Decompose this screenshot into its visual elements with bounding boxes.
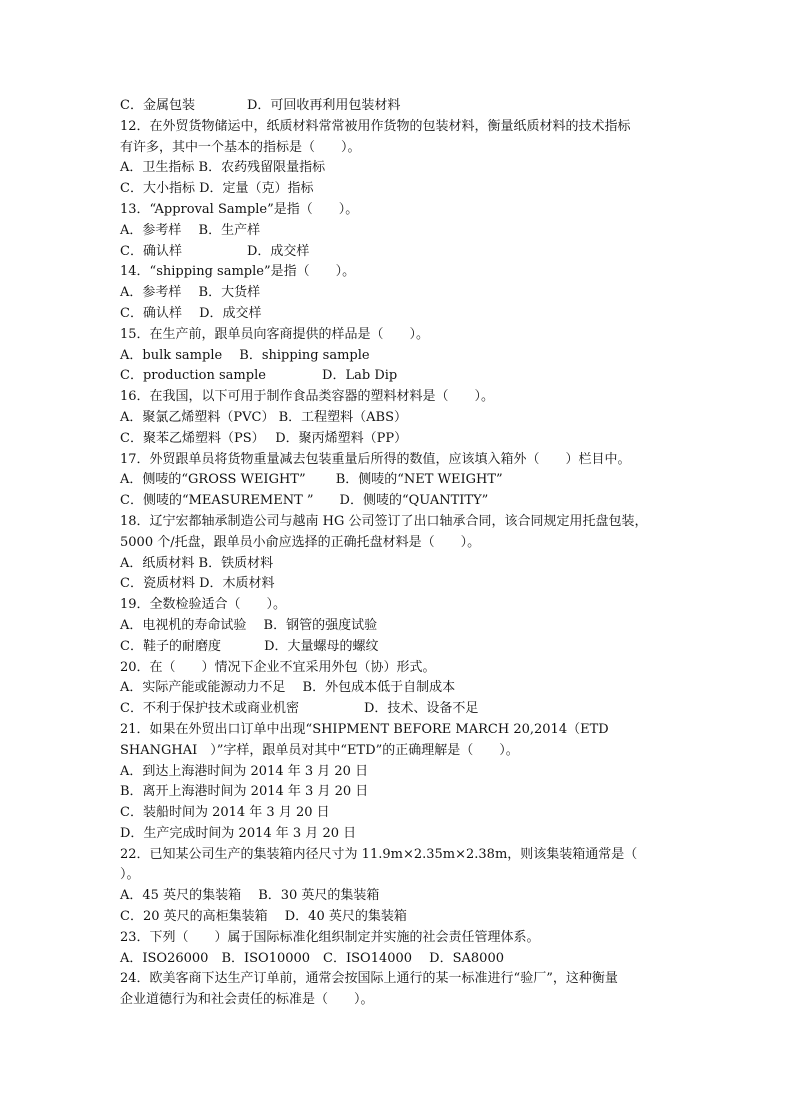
options-line: C．鞋子的耐磨度 D．大量螺母的螺纹 <box>120 638 379 654</box>
options-line: C．大小指标 D．定量（克）指标 <box>120 181 314 197</box>
options-line: A．到达上海港时间为 2014 年 3 月 20 日 <box>120 763 369 779</box>
options-line: C．确认样 D．成交样 <box>120 305 262 321</box>
options-line: A．ISO26000 B．ISO10000 C．ISO14000 D．SA8000 <box>120 950 504 966</box>
question-12-line-1: 12．在外贸货物储运中，纸质材料常常被用作货物的包装材料，衡量纸质材料的技术指标 <box>120 118 631 134</box>
options-line: B．离开上海港时间为 2014 年 3 月 20 日 <box>120 784 369 800</box>
text-line: C．金属包装 D．可回收再利用包装材料 <box>120 98 401 113</box>
question-24-line-2: 企业道德行为和社会责任的标准是（ ）。 <box>120 992 374 1008</box>
options-line: A．参考样 B．大货样 <box>120 285 261 301</box>
question-20: 20．在（ ）情况下企业不宜采用外包（协）形式。 <box>120 659 436 675</box>
options-line: C．不利于保护技术或商业机密 D．技术、设备不足 <box>120 701 479 717</box>
options-line: A．纸质材料 B．铁质材料 <box>120 555 274 571</box>
question-15: 15．在生产前，跟单员向客商提供的样品是（ ）。 <box>120 326 430 342</box>
question-18-line-1: 18．辽宁宏都轴承制造公司与越南 HG 公司签订了出口轴承合同，该合同规定用托盘包装， <box>120 513 648 529</box>
question-23: 23．下列（ ）属于国际标准化组织制定并实施的社会责任管理体系。 <box>120 929 540 945</box>
options-line: D．生产完成时间为 2014 年 3 月 20 日 <box>120 825 357 841</box>
options-line: C．瓷质材料 D．木质材料 <box>120 576 275 592</box>
options-line: C．侧唛的“MEASUREMENT ” D．侧唛的“QUANTITY” <box>120 493 489 509</box>
question-21-line-2: SHANGHAI ）”字样，跟单员对其中“ETD”的正确理解是（ ）。 <box>120 742 519 758</box>
options-line: C．production sample D．Lab Dip <box>120 368 398 384</box>
question-16: 16．在我国，以下可用于制作食品类容器的塑料材料是（ ）。 <box>120 389 495 405</box>
options-line: A．45 英尺的集装箱 B．30 英尺的集装箱 <box>120 888 380 904</box>
question-21-line-1: 21．如果在外贸出口订单中出现“SHIPMENT BEFORE MARCH 20,2014（ETD <box>120 721 609 737</box>
options-line: C．确认样 D．成交样 <box>120 243 310 259</box>
options-line: A．bulk sample B．shipping sample <box>120 347 370 363</box>
question-18-line-2: 5000 个/托盘，跟单员小俞应选择的正确托盘材料是（ ）。 <box>120 534 481 550</box>
options-line: A．卫生指标 B．农药残留限量指标 <box>120 160 326 176</box>
question-22-line-1: 22．已知某公司生产的集装箱内径尺寸为 11.9m×2.35m×2.38m，则该集装箱通常是（ <box>120 846 638 862</box>
options-line: C．聚苯乙烯塑料（PS） D．聚丙烯塑料（PP） <box>120 430 408 446</box>
question-24-line-1: 24．欧美客商下达生产订单前，通常会按国际上通行的某一标准进行“验厂”，这种衡量 <box>120 971 618 987</box>
question-22-line-2: ）。 <box>120 867 140 883</box>
question-13: 13．“Approval Sample”是指（ ）。 <box>120 201 359 217</box>
question-14: 14．“shipping sample”是指（ ）。 <box>120 264 356 280</box>
options-line: A．侧唛的“GROSS WEIGHT” B．侧唛的“NET WEIGHT” <box>120 472 503 488</box>
options-line: A．参考样 B．生产样 <box>120 222 261 238</box>
question-12-line-2: 有许多，其中一个基本的指标是（ ）。 <box>120 139 361 155</box>
question-17: 17．外贸跟单员将货物重量减去包装重量后所得的数值，应该填入箱外（ ）栏目中。 <box>120 451 631 467</box>
options-line: A．实际产能或能源动力不足 B．外包成本低于自制成本 <box>120 680 456 696</box>
options-line: C．装船时间为 2014 年 3 月 20 日 <box>120 805 330 821</box>
options-line: C．20 英尺的高柜集装箱 D．40 英尺的集装箱 <box>120 909 407 925</box>
question-19: 19．全数检验适合（ ）。 <box>120 597 287 613</box>
options-line: A．聚氯乙烯塑料（PVC） B．工程塑料（ABS） <box>120 409 408 425</box>
options-line: A．电视机的寿命试验 B．钢管的强度试验 <box>120 617 378 633</box>
document-page <box>120 96 680 1011</box>
